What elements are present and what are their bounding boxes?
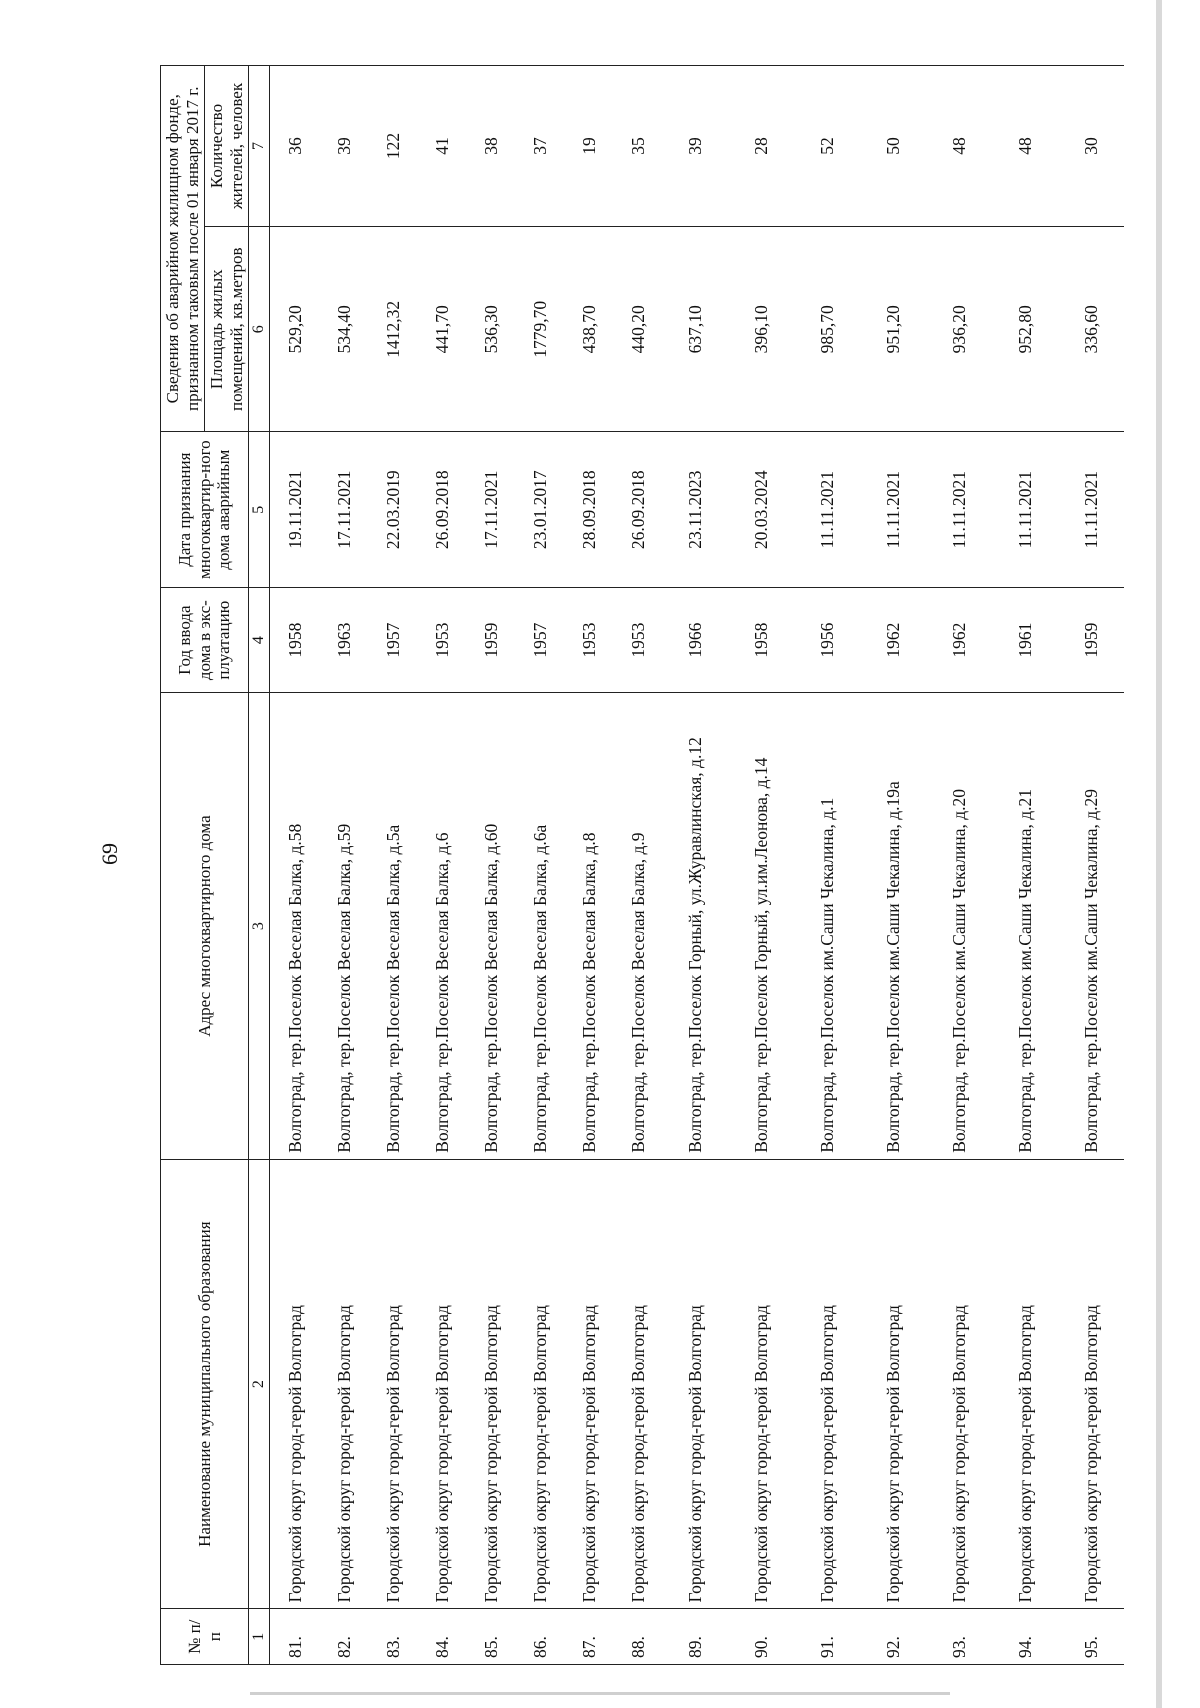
row-date: 11.11.2021 <box>860 432 926 587</box>
row-address: Волгоград, тер.Поселок Горный, ул.им.Леонова, д.14 <box>728 693 794 1159</box>
row-address: Волгоград, тер.Поселок Веселая Балка, д.9 <box>613 693 662 1159</box>
row-year: 1957 <box>368 587 417 692</box>
row-area: 440,20 <box>613 227 662 432</box>
row-residents: 37 <box>515 66 564 227</box>
row-date: 28.09.2018 <box>564 432 613 587</box>
column-number: 2 <box>249 1159 270 1609</box>
row-municipality: Городской округ город-герой Волгоград <box>515 1159 564 1609</box>
row-number: 91. <box>794 1609 860 1665</box>
row-area: 438,70 <box>564 227 613 432</box>
row-address: Волгоград, тер.Поселок им.Саши Чекалина, д.1 <box>794 693 860 1159</box>
row-number: 85. <box>466 1609 515 1665</box>
column-number: 1 <box>249 1609 270 1665</box>
row-residents: 28 <box>728 66 794 227</box>
table-row <box>662 66 728 1665</box>
row-residents: 48 <box>992 66 1058 227</box>
row-address: Волгоград, тер.Поселок Веселая Балка, д.5а <box>368 693 417 1159</box>
table-row <box>992 66 1058 1665</box>
column-number-row <box>249 66 270 1665</box>
row-year: 1956 <box>794 587 860 692</box>
row-year: 1957 <box>515 587 564 692</box>
row-residents: 19 <box>564 66 613 227</box>
row-area: 536,30 <box>466 227 515 432</box>
row-area: 396,10 <box>728 227 794 432</box>
row-address: Волгоград, тер.Поселок Веселая Балка, д.8 <box>564 693 613 1159</box>
table-row <box>368 66 417 1665</box>
row-number: 84. <box>417 1609 466 1665</box>
table-header <box>161 66 270 1665</box>
row-municipality: Городской округ город-герой Волгоград <box>613 1159 662 1609</box>
row-residents: 48 <box>926 66 992 227</box>
table-row <box>1058 66 1124 1665</box>
header-municipality: Наименование муниципального образования <box>161 1159 249 1609</box>
row-date: 11.11.2021 <box>1058 432 1124 587</box>
row-area: 336,60 <box>1058 227 1124 432</box>
column-number: 5 <box>249 432 270 587</box>
row-year: 1962 <box>926 587 992 692</box>
row-address: Волгоград, тер.Поселок Веселая Балка, д.58 <box>270 693 320 1159</box>
row-address: Волгоград, тер.Поселок им.Саши Чекалина, д.21 <box>992 693 1058 1159</box>
table-row <box>417 66 466 1665</box>
row-address: Волгоград, тер.Поселок им.Саши Чекалина, д.29 <box>1058 693 1124 1159</box>
row-number: 92. <box>860 1609 926 1665</box>
row-number: 89. <box>662 1609 728 1665</box>
row-residents: 122 <box>368 66 417 227</box>
column-number: 3 <box>249 693 270 1159</box>
row-year: 1953 <box>564 587 613 692</box>
row-residents: 39 <box>319 66 368 227</box>
row-number: 94. <box>992 1609 1058 1665</box>
header-residents: Количество жителей, человек <box>205 66 249 227</box>
row-address: Волгоград, тер.Поселок им.Саши Чекалина, д.20 <box>926 693 992 1159</box>
row-date: 26.09.2018 <box>613 432 662 587</box>
row-address: Волгоград, тер.Поселок Горный, ул.Журавлинская, д.12 <box>662 693 728 1159</box>
row-number: 87. <box>564 1609 613 1665</box>
row-area: 534,40 <box>319 227 368 432</box>
row-residents: 36 <box>270 66 320 227</box>
row-year: 1959 <box>1058 587 1124 692</box>
header-year: Год ввода дома в экс-плуатацию <box>161 587 249 692</box>
row-address: Волгоград, тер.Поселок Веселая Балка, д.60 <box>466 693 515 1159</box>
table-row <box>270 66 320 1665</box>
row-municipality: Городской округ город-герой Волгоград <box>992 1159 1058 1609</box>
row-address: Волгоград, тер.Поселок им.Саши Чекалина, д.19а <box>860 693 926 1159</box>
row-number: 86. <box>515 1609 564 1665</box>
header-emergency-group: Сведения об аварийном жилищном фонде, признанном таковым после 01 января 2017 г. <box>161 66 205 432</box>
emergency-housing-table <box>160 65 1124 1665</box>
row-municipality: Городской округ город-герой Волгоград <box>417 1159 466 1609</box>
row-residents: 35 <box>613 66 662 227</box>
row-date: 19.11.2021 <box>270 432 320 587</box>
column-number: 6 <box>249 227 270 432</box>
row-number: 95. <box>1058 1609 1124 1665</box>
row-area: 1779,70 <box>515 227 564 432</box>
row-residents: 41 <box>417 66 466 227</box>
row-number: 90. <box>728 1609 794 1665</box>
row-number: 82. <box>319 1609 368 1665</box>
row-municipality: Городской округ город-герой Волгоград <box>564 1159 613 1609</box>
row-residents: 38 <box>466 66 515 227</box>
column-number: 7 <box>249 66 270 227</box>
row-year: 1953 <box>417 587 466 692</box>
row-area: 637,10 <box>662 227 728 432</box>
row-date: 17.11.2021 <box>466 432 515 587</box>
row-municipality: Городской округ город-герой Волгоград <box>466 1159 515 1609</box>
row-year: 1962 <box>860 587 926 692</box>
table-row <box>564 66 613 1665</box>
row-number: 88. <box>613 1609 662 1665</box>
row-area: 951,20 <box>860 227 926 432</box>
row-municipality: Городской округ город-герой Волгоград <box>1058 1159 1124 1609</box>
row-year: 1966 <box>662 587 728 692</box>
row-municipality: Городской округ город-герой Волгоград <box>860 1159 926 1609</box>
header-area: Площадь жилых помещений, кв.метров <box>205 227 249 432</box>
row-date: 22.03.2019 <box>368 432 417 587</box>
row-residents: 39 <box>662 66 728 227</box>
row-municipality: Городской округ город-герой Волгоград <box>368 1159 417 1609</box>
row-address: Волгоград, тер.Поселок Веселая Балка, д.6 <box>417 693 466 1159</box>
row-date: 20.03.2024 <box>728 432 794 587</box>
row-municipality: Городской округ город-герой Волгоград <box>926 1159 992 1609</box>
housing-table-container <box>160 65 1102 1665</box>
row-residents: 52 <box>794 66 860 227</box>
row-year: 1959 <box>466 587 515 692</box>
header-date: Дата признания многоквартир-ного дома аварийным <box>161 432 249 587</box>
row-residents: 50 <box>860 66 926 227</box>
row-municipality: Городской округ город-герой Волгоград <box>270 1159 320 1609</box>
row-year: 1961 <box>992 587 1058 692</box>
row-address: Волгоград, тер.Поселок Веселая Балка, д.6а <box>515 693 564 1159</box>
row-area: 985,70 <box>794 227 860 432</box>
column-number: 4 <box>249 587 270 692</box>
table-row <box>466 66 515 1665</box>
row-date: 11.11.2021 <box>926 432 992 587</box>
row-date: 11.11.2021 <box>794 432 860 587</box>
scan-bottom-line <box>250 1692 950 1695</box>
table-body <box>270 66 1125 1665</box>
row-area: 952,80 <box>992 227 1058 432</box>
row-number: 83. <box>368 1609 417 1665</box>
table-row <box>613 66 662 1665</box>
row-area: 529,20 <box>270 227 320 432</box>
row-year: 1963 <box>319 587 368 692</box>
row-municipality: Городской округ город-герой Волгоград <box>728 1159 794 1609</box>
page-number: 69 <box>97 843 122 865</box>
scan-edge-line <box>1156 0 1162 1708</box>
table-row <box>794 66 860 1665</box>
row-area: 441,70 <box>417 227 466 432</box>
row-municipality: Городской округ город-герой Волгоград <box>662 1159 728 1609</box>
row-date: 23.11.2023 <box>662 432 728 587</box>
header-number: № п/п <box>161 1609 249 1665</box>
row-number: 81. <box>270 1609 320 1665</box>
row-year: 1953 <box>613 587 662 692</box>
table-row <box>728 66 794 1665</box>
row-date: 17.11.2021 <box>319 432 368 587</box>
row-date: 26.09.2018 <box>417 432 466 587</box>
table-row <box>860 66 926 1665</box>
row-municipality: Городской округ город-герой Волгоград <box>319 1159 368 1609</box>
row-area: 1412,32 <box>368 227 417 432</box>
row-number: 93. <box>926 1609 992 1665</box>
row-date: 11.11.2021 <box>992 432 1058 587</box>
row-residents: 30 <box>1058 66 1124 227</box>
row-address: Волгоград, тер.Поселок Веселая Балка, д.59 <box>319 693 368 1159</box>
row-year: 1958 <box>270 587 320 692</box>
header-address: Адрес многоквартирного дома <box>161 693 249 1159</box>
row-area: 936,20 <box>926 227 992 432</box>
table-row <box>926 66 992 1665</box>
row-date: 23.01.2017 <box>515 432 564 587</box>
table-row <box>319 66 368 1665</box>
row-year: 1958 <box>728 587 794 692</box>
table-row <box>515 66 564 1665</box>
row-municipality: Городской округ город-герой Волгоград <box>794 1159 860 1609</box>
